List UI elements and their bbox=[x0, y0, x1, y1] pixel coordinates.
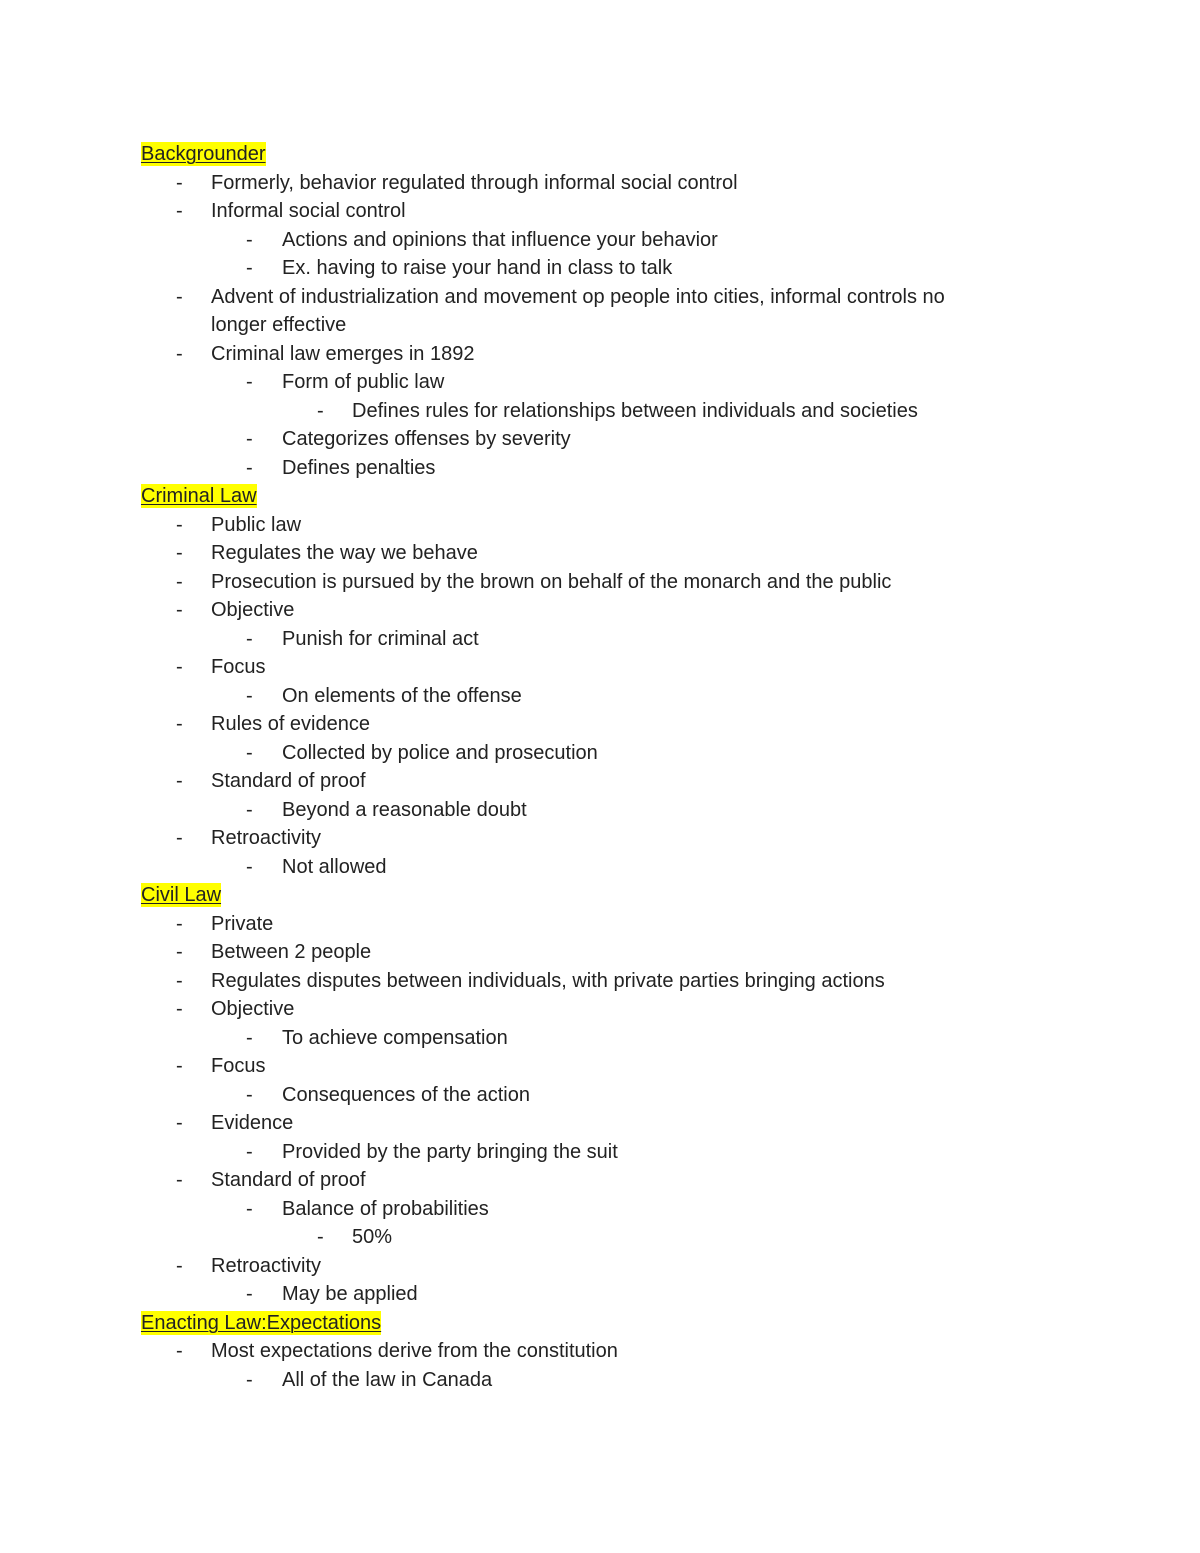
list-item-text: All of the law in Canada bbox=[282, 1369, 493, 1391]
list-item-text: Formerly, behavior regulated through informal social control bbox=[211, 172, 738, 194]
list-bullet: - bbox=[246, 685, 253, 707]
list-bullet: - bbox=[176, 286, 183, 308]
list-bullet: - bbox=[246, 1198, 253, 1220]
list-item-text: Evidence bbox=[211, 1112, 294, 1134]
list-item-text: Retroactivity bbox=[211, 827, 322, 849]
list-bullet: - bbox=[176, 827, 183, 849]
list-item-text: Collected by police and prosecution bbox=[282, 742, 598, 764]
list-item-text: Private bbox=[211, 913, 274, 935]
list-bullet: - bbox=[176, 200, 183, 222]
list-item-text: Balance of probabilities bbox=[282, 1198, 489, 1220]
list-bullet: - bbox=[246, 1141, 253, 1163]
list-bullet: - bbox=[246, 856, 253, 878]
list-bullet: - bbox=[246, 257, 253, 279]
list-bullet: - bbox=[246, 457, 253, 479]
list-bullet: - bbox=[176, 913, 183, 935]
list-bullet: - bbox=[176, 172, 183, 194]
list-item-text: Focus bbox=[211, 656, 266, 678]
list-item-text: Defines rules for relationships between individuals and societies bbox=[352, 400, 918, 422]
list-bullet: - bbox=[176, 542, 183, 564]
section-heading-text: Criminal Law bbox=[141, 485, 257, 507]
list-item-text: 50% bbox=[352, 1226, 393, 1248]
list-bullet: - bbox=[246, 428, 253, 450]
section-heading bbox=[141, 881, 221, 909]
list-bullet: - bbox=[176, 1112, 183, 1134]
section-heading bbox=[141, 482, 257, 510]
list-item-text: Objective bbox=[211, 998, 295, 1020]
list-item-text: Most expectations derive from the constitution bbox=[211, 1340, 618, 1362]
list-bullet: - bbox=[246, 742, 253, 764]
list-bullet: - bbox=[176, 1340, 183, 1362]
list-item-text: Provided by the party bringing the suit bbox=[282, 1141, 618, 1163]
list-item-text: Rules of evidence bbox=[211, 713, 370, 735]
list-bullet: - bbox=[176, 514, 183, 536]
list-bullet: - bbox=[176, 713, 183, 735]
list-bullet: - bbox=[176, 770, 183, 792]
list-item-text: Advent of industrialization and movement op people into cities, informal controls no bbox=[211, 286, 945, 308]
list-bullet: - bbox=[176, 599, 183, 621]
list-bullet: - bbox=[246, 229, 253, 251]
list-item-text: Criminal law emerges in 1892 bbox=[211, 343, 475, 365]
list-bullet: - bbox=[176, 656, 183, 678]
list-bullet: - bbox=[246, 1369, 253, 1391]
list-item-text: Regulates the way we behave bbox=[211, 542, 478, 564]
list-item-continuation: longer effective bbox=[211, 314, 347, 336]
list-bullet: - bbox=[176, 941, 183, 963]
list-bullet: - bbox=[246, 799, 253, 821]
section-heading-text: Civil Law bbox=[141, 884, 222, 906]
list-item-text: Actions and opinions that influence your behavior bbox=[282, 229, 718, 251]
list-bullet: - bbox=[176, 970, 183, 992]
section-heading-text: Enacting Law:Expectations bbox=[141, 1312, 382, 1334]
list-item-text: May be applied bbox=[282, 1283, 418, 1305]
list-item-text: On elements of the offense bbox=[282, 685, 522, 707]
list-item-text: Regulates disputes between individuals, with private parties bringing actions bbox=[211, 970, 885, 992]
list-bullet: - bbox=[246, 1027, 253, 1049]
list-bullet: - bbox=[246, 628, 253, 650]
list-bullet: - bbox=[317, 400, 324, 422]
list-item-text: Prosecution is pursued by the brown on behalf of the monarch and the public bbox=[211, 571, 892, 593]
list-bullet: - bbox=[317, 1226, 324, 1248]
list-item-text: Beyond a reasonable doubt bbox=[282, 799, 527, 821]
list-item-text: Retroactivity bbox=[211, 1255, 322, 1277]
list-item-text: Defines penalties bbox=[282, 457, 436, 479]
list-item-text: Informal social control bbox=[211, 200, 406, 222]
list-item-text: Ex. having to raise your hand in class to talk bbox=[282, 257, 673, 279]
list-bullet: - bbox=[176, 998, 183, 1020]
list-bullet: - bbox=[176, 343, 183, 365]
list-bullet: - bbox=[176, 1255, 183, 1277]
list-item-text: Not allowed bbox=[282, 856, 387, 878]
list-item-text: Standard of proof bbox=[211, 1169, 366, 1191]
list-item-text: Consequences of the action bbox=[282, 1084, 530, 1106]
list-bullet: - bbox=[176, 571, 183, 593]
list-item-text: Standard of proof bbox=[211, 770, 366, 792]
section-heading bbox=[141, 1309, 381, 1337]
section-heading bbox=[141, 140, 266, 168]
list-bullet: - bbox=[246, 1084, 253, 1106]
list-bullet: - bbox=[176, 1169, 183, 1191]
list-bullet: - bbox=[246, 371, 253, 393]
section-heading-text: Backgrounder bbox=[141, 143, 266, 165]
list-item-text: Objective bbox=[211, 599, 295, 621]
list-bullet: - bbox=[176, 1055, 183, 1077]
list-item-text: Form of public law bbox=[282, 371, 445, 393]
list-item-text: Between 2 people bbox=[211, 941, 372, 963]
list-item-text: To achieve compensation bbox=[282, 1027, 508, 1049]
list-item-text: Categorizes offenses by severity bbox=[282, 428, 571, 450]
list-item-text: Focus bbox=[211, 1055, 266, 1077]
list-item-text: Punish for criminal act bbox=[282, 628, 479, 650]
list-item-text: Public law bbox=[211, 514, 302, 536]
list-bullet: - bbox=[246, 1283, 253, 1305]
